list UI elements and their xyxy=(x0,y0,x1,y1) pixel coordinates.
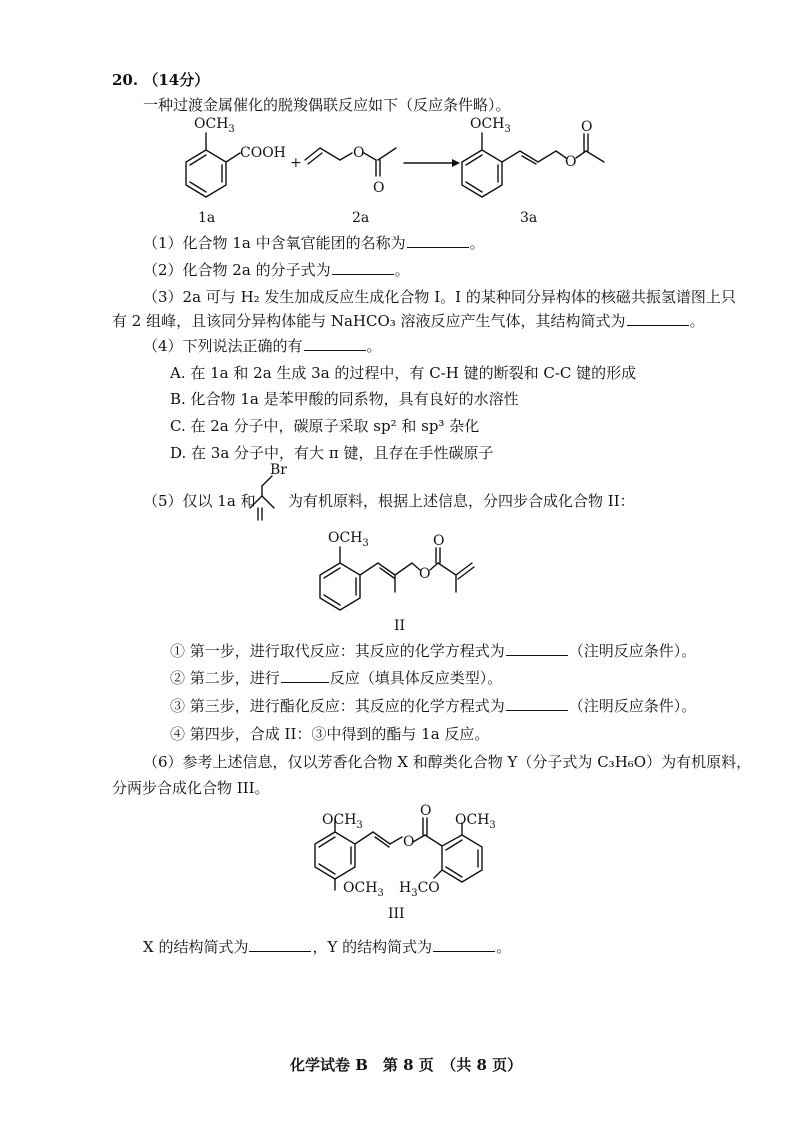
part-2-answer-blank[interactable] xyxy=(332,260,394,275)
compound-1a-structure xyxy=(186,116,286,197)
part-2-end: 。 xyxy=(394,261,410,279)
ome-label-II: $OCH_3$ xyxy=(328,530,369,549)
compound-3a-structure xyxy=(462,116,604,197)
methallyl-bromide-structure xyxy=(250,462,287,520)
ome-label-3a: $OCH_3$ xyxy=(470,116,511,135)
step-4: ④ 第四步，合成 II：③中得到的酯与 1a 反应。 xyxy=(170,725,490,743)
question-score: （14分） xyxy=(143,71,210,89)
h3co-label-III: $H_3CO$ xyxy=(399,880,440,899)
label-III: III xyxy=(388,906,405,922)
y-structure-prompt: ，Y 的结构简式为 xyxy=(312,938,433,956)
label-2a: 2a xyxy=(352,210,370,226)
label-3a: 3a xyxy=(520,210,538,226)
option-c: C. 在 2a 分子中，碳原子采取 sp² 和 sp³ 杂化 xyxy=(170,417,480,435)
part-4-text: （4）下列说法正确的有 xyxy=(143,337,303,355)
step-2-end: 反应（填具体反应类型）。 xyxy=(329,669,503,687)
step-2-text: ② 第二步，进行 xyxy=(170,669,280,687)
x-structure-prompt: X 的结构简式为 xyxy=(143,938,249,956)
ome-label-III-right: $OCH_3$ xyxy=(455,812,496,831)
question-intro: 一种过渡金属催化的脱羧偶联反应如下（反应条件略）。 xyxy=(143,96,511,114)
step-1-text: ① 第一步，进行取代反应：其反应的化学方程式为 xyxy=(170,642,505,660)
step-3 xyxy=(170,696,696,716)
step-2-answer-blank[interactable] xyxy=(281,668,329,683)
part-1-end: 。 xyxy=(469,234,485,252)
part-3-line-1: （3）2a 可与 H₂ 发生加成反应生成化合物 I。I 的某种同分异构体的核磁共振氢谱图上只 xyxy=(143,288,736,306)
plus-sign: + xyxy=(290,155,302,171)
part-6-end: 。 xyxy=(496,938,512,956)
part-4 xyxy=(143,336,382,356)
carbonyl-o-label-2a: O xyxy=(373,180,385,196)
x-answer-blank[interactable] xyxy=(249,937,311,952)
carbonyl-o-label-III: O xyxy=(420,803,432,819)
part-4-answer-blank[interactable] xyxy=(304,336,366,351)
y-answer-blank[interactable] xyxy=(433,937,495,952)
step-3-answer-blank[interactable] xyxy=(506,696,568,711)
cooh-label: COOH xyxy=(240,145,286,161)
part-5-prefix: （5）仅以 1a 和 xyxy=(143,492,256,510)
question-number: 20. xyxy=(112,71,139,89)
part-1-answer-blank[interactable] xyxy=(407,233,469,248)
step-2 xyxy=(170,668,502,688)
part-3-end: 。 xyxy=(689,312,705,330)
step-1-answer-blank[interactable] xyxy=(506,641,568,656)
option-b: B. 化合物 1a 是苯甲酸的同系物，具有良好的水溶性 xyxy=(170,390,519,408)
ester-o-label-II: O xyxy=(419,566,431,582)
ome-label-1a: $OCH_3$ xyxy=(194,116,235,135)
option-d: D. 在 3a 分子中，有大 π 键，且存在手性碳原子 xyxy=(170,444,494,462)
step-1 xyxy=(170,641,696,661)
compound-III-structure xyxy=(315,803,496,899)
compound-2a-structure xyxy=(305,145,396,196)
part-2 xyxy=(143,260,410,280)
part-1-text: （1）化合物 1a 中含氧官能团的名称为 xyxy=(143,234,406,252)
part-4-end: 。 xyxy=(366,337,382,355)
part-6-answers xyxy=(143,937,511,957)
carbonyl-o-label-3a: O xyxy=(581,119,593,135)
part-2-text: （2）化合物 2a 的分子式为 xyxy=(143,261,331,279)
ome-label-III-bottom-left: $OCH_3$ xyxy=(343,880,384,899)
ester-o-label-3a: O xyxy=(565,154,577,170)
part-6-line-1: （6）参考上述信息，仅以芳香化合物 X 和醇类化合物 Y（分子式为 C₃H₆O）为有机原料， xyxy=(143,753,752,771)
part-3-line-2 xyxy=(112,311,705,331)
part-3-text: 有 2 组峰，且该同分异构体能与 NaHCO₃ 溶液反应产生气体，其结构简式为 xyxy=(112,312,626,330)
label-1a: 1a xyxy=(198,210,216,226)
step-3-end: （注明反应条件）。 xyxy=(568,697,697,715)
part-1 xyxy=(143,233,485,253)
part-3-answer-blank[interactable] xyxy=(627,311,689,326)
ester-o-label-III: O xyxy=(403,834,415,850)
part-5-suffix: 为有机原料，根据上述信息，分四步合成化合物 II： xyxy=(288,492,635,510)
step-1-end: （注明反应条件）。 xyxy=(568,642,697,660)
page-footer: 化学试卷 B 第 8 页 （共 8 页） xyxy=(290,1056,523,1074)
ester-o-label-2a: O xyxy=(353,145,365,161)
br-label: Br xyxy=(270,462,287,478)
label-II: II xyxy=(394,618,406,634)
part-6-line-2: 分两步合成化合物 III。 xyxy=(112,779,270,797)
reaction-arrow xyxy=(404,159,460,167)
compound-II-structure xyxy=(320,530,474,610)
carbonyl-o-label-II: O xyxy=(433,533,445,549)
step-3-text: ③ 第三步，进行酯化反应：其反应的化学方程式为 xyxy=(170,697,505,715)
option-a: A. 在 1a 和 2a 生成 3a 的过程中，有 C-H 键的断裂和 C-C 键的形成 xyxy=(170,364,637,382)
ome-label-III-top-left: $OCH_3$ xyxy=(322,812,363,831)
